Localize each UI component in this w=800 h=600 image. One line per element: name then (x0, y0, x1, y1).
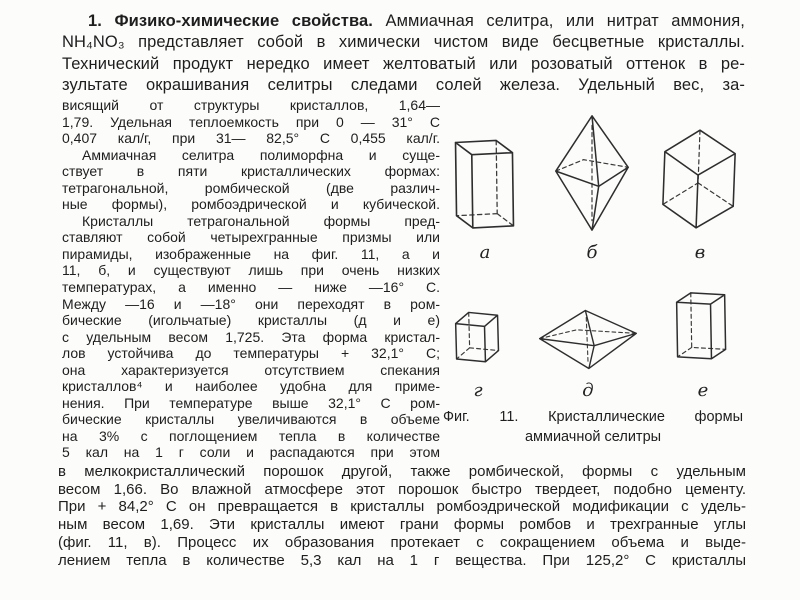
crystal-cell-b (552, 112, 632, 263)
tetragonal-prism-drawing (445, 112, 525, 234)
text-line: ставляют собой четырехгранные призмы или (62, 229, 440, 246)
text-line: При + 84,2° С он превращается в кристаллы ромбоэдрической модификации с удель- (58, 498, 746, 516)
text-line: бические (игольчатые) кристаллы (д и е) (62, 312, 440, 329)
figure-caption-line2: аммиачной селитры (524, 428, 662, 445)
text-line: нения. При температуре выше 32,1° С ром- (62, 394, 440, 411)
text-line: бические кристаллы увеличиваются в объеме (62, 411, 440, 428)
figure-caption (443, 408, 743, 447)
figure-label-v: в (694, 242, 706, 263)
text-line: Кристаллы тетрагональной формы пред- (82, 212, 440, 229)
crystal-cell-v (659, 124, 741, 263)
crystal-row-top (443, 112, 743, 263)
text-line: кристаллов⁴ и наиболее удобна для приме- (62, 378, 440, 395)
text-line: зультате окрашивания селитры следами солей железа. Удельный вес, за- (62, 75, 745, 94)
text-line: тетрагональной, ромбической (две различ- (62, 179, 440, 196)
text-line: на 3% с поглощением тепла в количестве (62, 427, 440, 444)
text-line: 5 кал на 1 г соли и распадаются при этом (62, 444, 440, 461)
text-line: в мелкокристаллический порошок другой, также ромбической, формы с удельным (58, 463, 746, 480)
figure-label-g: г (473, 380, 483, 401)
cube-drawing (451, 305, 505, 372)
text-line: весом 1,66. Во влажной атмосфере этот порошок быстро твердеет, подобно цементу. (58, 480, 746, 498)
figure-label-a: а (479, 242, 491, 263)
text-line: пирамиды, изображенные на фиг. 11, а и (62, 245, 440, 262)
text-line: висящий от структуры кристаллов, 1,64— (62, 97, 440, 113)
text-line: температурах, а именно — ниже —16° С. (62, 279, 440, 296)
text-span: Аммиачная селитра, или нитрат аммония, (385, 12, 745, 30)
figure-caption-line1: Фиг. 11. Кристаллические формы (443, 409, 743, 425)
bottom-paragraph (58, 463, 746, 569)
text-line: 0,407 кал/г, при 31— 82,5° С 0,455 кал/г. (62, 130, 440, 147)
tetragonal-bipyramid-drawing (552, 112, 632, 234)
figure-11 (443, 112, 743, 447)
crystal-cell-d (536, 307, 640, 401)
text-line: она характеризуется отсутствием спекания (62, 361, 440, 378)
figure-label-d: д (582, 380, 594, 401)
crystal-row-bottom (443, 289, 743, 401)
crystal-cell-a (445, 112, 525, 263)
text-line: ным весом 1,69. Эти кристаллы имеют грани формы ромбов и трехгранные углы (58, 516, 746, 534)
text-line (62, 11, 745, 32)
text-line: (фиг. 11, в). Процесс их образования протекает с сокращением объема и выде- (58, 533, 746, 551)
text-line: ствует в пяти кристаллических формах: (62, 163, 440, 180)
intro-paragraph (62, 11, 745, 96)
section-heading: 1. Физико-химические свойства. (88, 12, 373, 30)
rhombic-prism-drawing (671, 289, 735, 372)
text-line: лов устойчива до температуры + 32,1° С; (62, 345, 440, 362)
crystal-cell-g (451, 305, 505, 401)
text-line: NH₄NO₃ представляет собой в химически чистом виде бесцветные кристаллы. (62, 33, 745, 52)
text-line: с удельным весом 1,725. Эта форма кристал- (62, 328, 440, 345)
crystal-cell-e (671, 289, 735, 401)
flattened-bipyramid-drawing (536, 307, 640, 372)
text-line: Между —16 и —18° они переходят в ром- (62, 295, 440, 312)
text-line: ные формы), ромбоэдрической и кубической. (62, 196, 440, 213)
text-line: лением тепла в количестве 5,3 кал на 1 г вещества. При 125,2° С кристаллы (58, 551, 746, 569)
figure-label-e: е (697, 380, 709, 401)
rhombohedron-drawing (659, 124, 741, 234)
text-line: Аммиачная селитра полиморфна и суще- (82, 146, 440, 163)
text-line: 1,79. Удельная теплоемкость при 0 — 31° С (62, 113, 440, 130)
text-line: 11, б, и существуют лишь при очень низких (62, 262, 440, 279)
left-column (62, 97, 440, 461)
text-line: Технический продукт нередко имеет желтоватый или розоватый оттенок в ре- (62, 54, 745, 73)
figure-label-b: б (586, 242, 598, 263)
